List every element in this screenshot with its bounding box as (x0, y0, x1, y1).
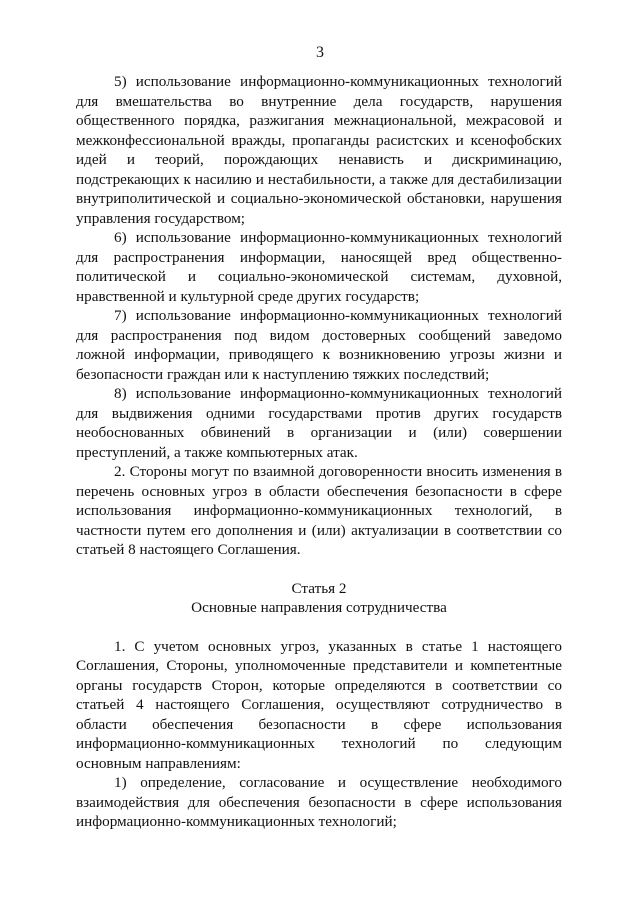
direction-item-1: 1) определение, согласование и осуществление необходимого взаимодействия для обеспечения безопасности в сфере использования информационно-коммуникационных технологий; (76, 774, 562, 830)
article-2-clause-1: 1. С учетом основных угроз, указанных в статье 1 настоящего Соглашения, Стороны, уполномоченные представители и компетентные органы государств Сторон, которые определяются в соответствии со статьей 4 настоящего Соглашения, осуществляют сотрудничество в области обеспечения безопасности в сфере использования информационно-коммуникационных технологий по следующим основным направлениям: (76, 637, 562, 772)
clause-2-paragraph: 2. Стороны могут по взаимной договоренности вносить изменения в перечень основных угроз в области обеспечения безопасности в сфере использования информационно-коммуникационных технологий, в частности путем его дополнения и (или) актуализации в соответствии со статьей 8 настоящего Соглашения. (76, 463, 562, 558)
threat-item-8: 8) использование информационно-коммуникационных технологий для выдвижения одними государствами против других государств необоснованных обвинений в организации и (или) совершении преступлений, а также компьютерных атак. (76, 385, 562, 461)
threat-item-5: 5) использование информационно-коммуникационных технологий для вмешательства во внутренние дела государств, нарушения общественного порядка, разжигания межнациональной, межрасовой и межконфессиональной вражды, пропаганды расистских и ксенофобских идей и теорий, порождающих ненависть и дискриминацию, подстрекающих к насилию и нестабильности, а также для дестабилизации внутриполитической и социально-экономической обстановки, нарушения управления государством; (76, 73, 562, 227)
threat-item-6: 6) использование информационно-коммуникационных технологий для распространения информации, наносящей вред общественно-политической и социально-экономической системам, духовной, нравственной и культурной среде других государств; (76, 229, 562, 305)
threat-item-7: 7) использование информационно-коммуникационных технологий для распространения под видом достоверных сообщений заведомо ложной информации, приводящего к возникновению угрозы жизни и безопасности граждан или к наступлению тяжких последствий; (76, 307, 562, 383)
article-subtitle: Основные направления сотрудничества (191, 599, 447, 616)
document-body (76, 72, 562, 832)
article-title: Статья 2 (291, 579, 347, 597)
page-number: 3 (316, 44, 324, 61)
